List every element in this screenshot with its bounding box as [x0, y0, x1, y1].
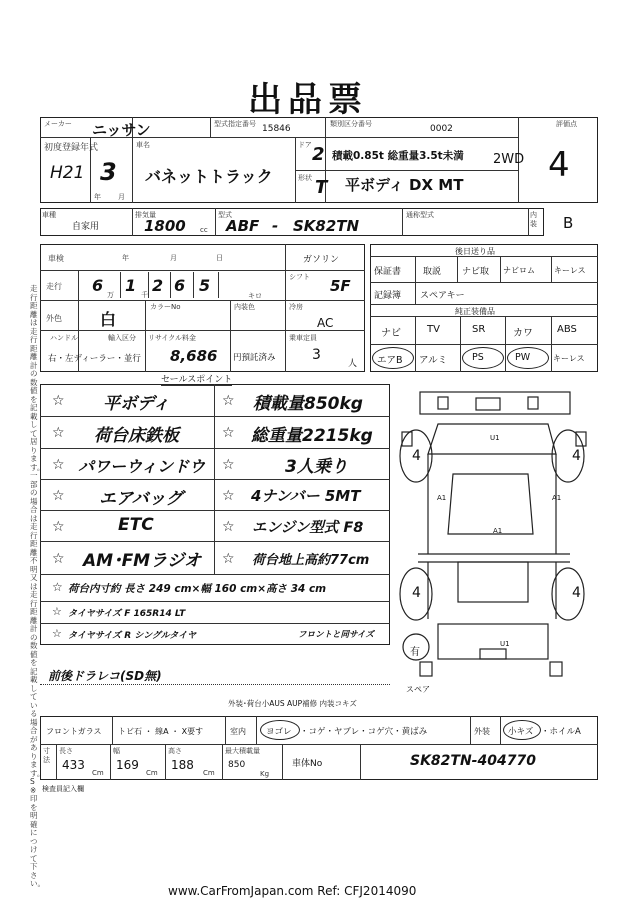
km-unit: キロ [248, 292, 262, 300]
size-label: 寸法 [43, 747, 50, 764]
sales-star-icon: ☆ [222, 425, 235, 441]
width-unit: Cm [146, 769, 158, 777]
length-value: 433 [62, 758, 85, 772]
grade-label: 評価点 [556, 120, 577, 128]
shaken-label: 通称型式 [406, 211, 434, 219]
maker-label: メーカー [44, 120, 72, 128]
mileage-label: 走行 [46, 282, 62, 291]
records-label: 記録簿 [374, 291, 402, 301]
inspection-year: 年 [122, 254, 129, 262]
sales-star-icon: ☆ [52, 551, 65, 567]
length-unit: Cm [92, 769, 104, 777]
sales-star-icon: ☆ [222, 488, 235, 504]
sales-star-icon: ☆ [52, 519, 65, 535]
model-code-label: 型式指定番号 [214, 120, 256, 128]
sales-star-icon: ☆ [222, 519, 235, 535]
import-value: 右・左ディーラー・並行 [48, 354, 141, 364]
nen-label: 年 [94, 193, 101, 201]
recycle-value: 8,686 [170, 347, 218, 365]
sales-star-icon: ☆ [52, 627, 62, 640]
capacity-label: 乗車定員 [289, 334, 317, 342]
type-label: 型式 [218, 211, 232, 219]
sales-point-right: 荷台地上高約77cm [252, 553, 370, 568]
use-value: 自家用 [72, 222, 100, 232]
document-title: 出品票 [248, 80, 368, 120]
max-load-value: 850 [228, 760, 246, 770]
tire-wear-mark: 4 [412, 585, 421, 601]
equipment-title: 純正装備品 [455, 307, 495, 316]
first-reg-label: 初度登録年式 [44, 143, 99, 153]
diagram-mark: U1 [490, 434, 500, 442]
glass-label: フロントガラス [46, 727, 102, 736]
sales-star-icon: ☆ [52, 488, 65, 504]
max-load-unit: Kg [260, 770, 270, 778]
paper-item: ナビ取 [462, 267, 490, 277]
sales-points-title: セールスポイント [161, 372, 232, 386]
sales-point-right: 3人乗り [285, 457, 348, 477]
exterior-value: 小キズ [508, 727, 534, 737]
shape-value: T [315, 177, 328, 198]
sales-star-icon: ☆ [52, 393, 65, 409]
inspection-label: 車検 [48, 254, 64, 263]
door-value: 2 [312, 144, 325, 165]
diagram-mark: U1 [500, 640, 510, 648]
cabin-value: ・コゲ・ヤブレ・コゲ穴・黄ばみ [300, 727, 428, 737]
mileage-digit: 5 [199, 276, 211, 295]
sales-point-left: AM･FMラジオ [83, 551, 202, 571]
sales-star-icon: ☆ [52, 425, 65, 441]
truck-cargo-front-panel [420, 392, 570, 414]
equipment-item: PW [515, 352, 531, 363]
ac-value: AC [317, 316, 334, 330]
width-label: 幅 [113, 747, 120, 755]
spare-mark: 有 [410, 647, 420, 658]
type-prefix: ABF [226, 217, 260, 235]
sales-point-right: 4ナンバー 5MT [251, 487, 361, 505]
sales-star-icon: ☆ [52, 457, 65, 473]
tsuki-label: 月 [118, 193, 125, 201]
door-label: ドア [298, 141, 312, 149]
sales-point-left: 平ボディ [103, 394, 170, 414]
ac-label: 冷房 [289, 303, 303, 311]
inspection-month: 月 [170, 254, 177, 262]
chassis-label: 車体No [292, 759, 323, 769]
max-load-label: 最大積載量 [225, 747, 260, 755]
mileage-disclaimer: 走行距離は走行距離計の数値を記載して居ります。一部の場合は走行距離不明又は走行距離計の数値を記載している場合があります。S※印を明確につけて下さい。 [30, 284, 45, 888]
remarks-text: 前後ドラレコ(SD無) [48, 669, 162, 683]
diagram-mark: A1 [437, 494, 447, 502]
model-code-value: 15846 [262, 124, 291, 134]
color-no-label: カラーNo [150, 303, 181, 311]
equipment-item: ABS [557, 324, 577, 335]
sales-star-icon: ☆ [52, 605, 62, 618]
man-unit: 万 [107, 291, 114, 299]
truck-rear-panel [438, 624, 548, 659]
era-value: H21 [50, 163, 85, 183]
sales-point-wide: タイヤサイズ R シングルタイヤ [68, 631, 197, 641]
cc-label: cc [200, 226, 208, 234]
equipment-item: SR [472, 324, 486, 335]
use-label: 車種 [42, 211, 56, 219]
class-code-label: 類別区分番号 [330, 120, 372, 128]
diagram-mark: A1 [552, 494, 562, 502]
truck-bumper [458, 562, 528, 602]
mileage-digit: 1 [125, 276, 137, 295]
recycle-status: 円預託済み [233, 353, 276, 363]
capacity-value: 3 [312, 347, 321, 363]
footer-watermark: www.CarFromJapan.com Ref: CFJ2014090 [168, 884, 417, 898]
car-name-value: バネットトラック [145, 167, 273, 186]
equipment-item: エアB [377, 355, 403, 366]
exterior-value: ・ホイルA [541, 727, 581, 737]
spec-line-1: 積載0.85t 総重量3.5t未満 [332, 150, 464, 162]
diagram-mark: A1 [493, 527, 503, 535]
inspector-label: 検査員記入欄 [42, 785, 84, 793]
paper-item: ナビロム [503, 266, 535, 275]
height-label: 高さ [168, 747, 182, 755]
displacement-value: 1800 [144, 217, 186, 235]
car-name-label: 車名 [136, 141, 150, 149]
tire-wear-mark: 4 [572, 448, 581, 464]
equipment-item: PS [472, 352, 484, 363]
paper-item: 取説 [423, 267, 442, 277]
sales-star-icon: ☆ [222, 551, 235, 567]
tire-wear-mark: 4 [572, 585, 581, 601]
equipment-item: キーレス [553, 354, 585, 363]
import-label: 輸入区分 [108, 334, 136, 342]
shape-label: 形状 [298, 174, 312, 182]
sales-point-right: 積載量850kg [253, 394, 363, 414]
sales-point-wide: 荷台内寸約 長さ 249 cm×幅 160 cm×高さ 34 cm [68, 583, 327, 595]
height-value: 188 [171, 758, 194, 772]
truck-body-center [448, 474, 533, 534]
sales-star-icon: ☆ [222, 393, 235, 409]
year-value: 3 [100, 158, 117, 186]
shift-value: 5F [330, 277, 351, 295]
handle-label: ハンドル [50, 334, 78, 342]
sales-point-left: パワーウィンドウ [78, 457, 206, 476]
type-code: SK82TN [293, 217, 360, 235]
grade-value: 4 [548, 145, 570, 185]
int-color-label: 内装色 [234, 303, 255, 311]
maker-value: ニッサン [92, 121, 151, 139]
exterior-label: 外装 [474, 727, 490, 736]
drive-value: 2WD [493, 152, 525, 167]
interior-grade-label: 内装 [530, 211, 537, 228]
exterior-note: 外装･荷台小AUS AUP補修 内装コキズ [228, 699, 357, 708]
spec-line-2: 平ボディ DX MT [345, 176, 464, 194]
inspection-day: 日 [216, 254, 223, 262]
sales-star-icon: ☆ [52, 580, 63, 594]
color-label: 外色 [46, 314, 62, 323]
sales-point-left: 荷台床鉄板 [94, 426, 179, 446]
sales-point-right: 総重量2215kg [251, 426, 373, 446]
equipment-item: TV [427, 324, 440, 335]
cabin-label: 室内 [230, 727, 246, 736]
shift-label: シフト [289, 273, 310, 281]
fuel-value: ガソリン [303, 255, 340, 265]
length-label: 長さ [59, 747, 73, 755]
sales-point-right: エンジン型式 F8 [252, 520, 364, 536]
paper-item: 保証書 [374, 267, 402, 277]
mileage-digit: 6 [174, 276, 186, 295]
spare-label: スペア [406, 685, 430, 694]
type-dash: - [272, 217, 279, 235]
equipment-item: カワ [513, 328, 533, 339]
tire-note: フロントと同サイズ [298, 630, 374, 640]
sales-point-wide: タイヤサイズ F 165R14 LT [68, 609, 186, 619]
mileage-digit: 6 [92, 276, 104, 295]
papers-title: 後日送り品 [455, 247, 495, 256]
height-unit: Cm [203, 769, 215, 777]
color-value: 白 [100, 310, 117, 329]
records-value: スペアキー [420, 291, 465, 301]
equipment-item: ナビ [381, 328, 401, 339]
paper-item: キーレス [554, 266, 586, 275]
glass-value: トビ石 ・ 線A ・ X要す [118, 727, 204, 736]
sales-point-left: エアバッグ [99, 489, 183, 509]
sen-unit: 千 [141, 291, 148, 299]
chassis-value: SK82TN-404770 [410, 753, 536, 769]
type-row [40, 208, 544, 236]
tire-wear-mark: 4 [412, 448, 421, 464]
equipment-item: アルミ [419, 355, 448, 366]
width-value: 169 [116, 758, 139, 772]
person-unit: 人 [348, 359, 358, 369]
class-code-value: 0002 [430, 124, 453, 134]
recycle-label: リサイクル料金 [148, 334, 197, 342]
cabin-value: ヨゴレ [266, 727, 292, 737]
sales-point-left: ETC [118, 515, 154, 535]
sales-star-icon: ☆ [222, 457, 235, 473]
displacement-label: 排気量 [135, 211, 156, 219]
interior-grade-value: B [563, 214, 574, 232]
mileage-digit: 2 [152, 276, 164, 295]
